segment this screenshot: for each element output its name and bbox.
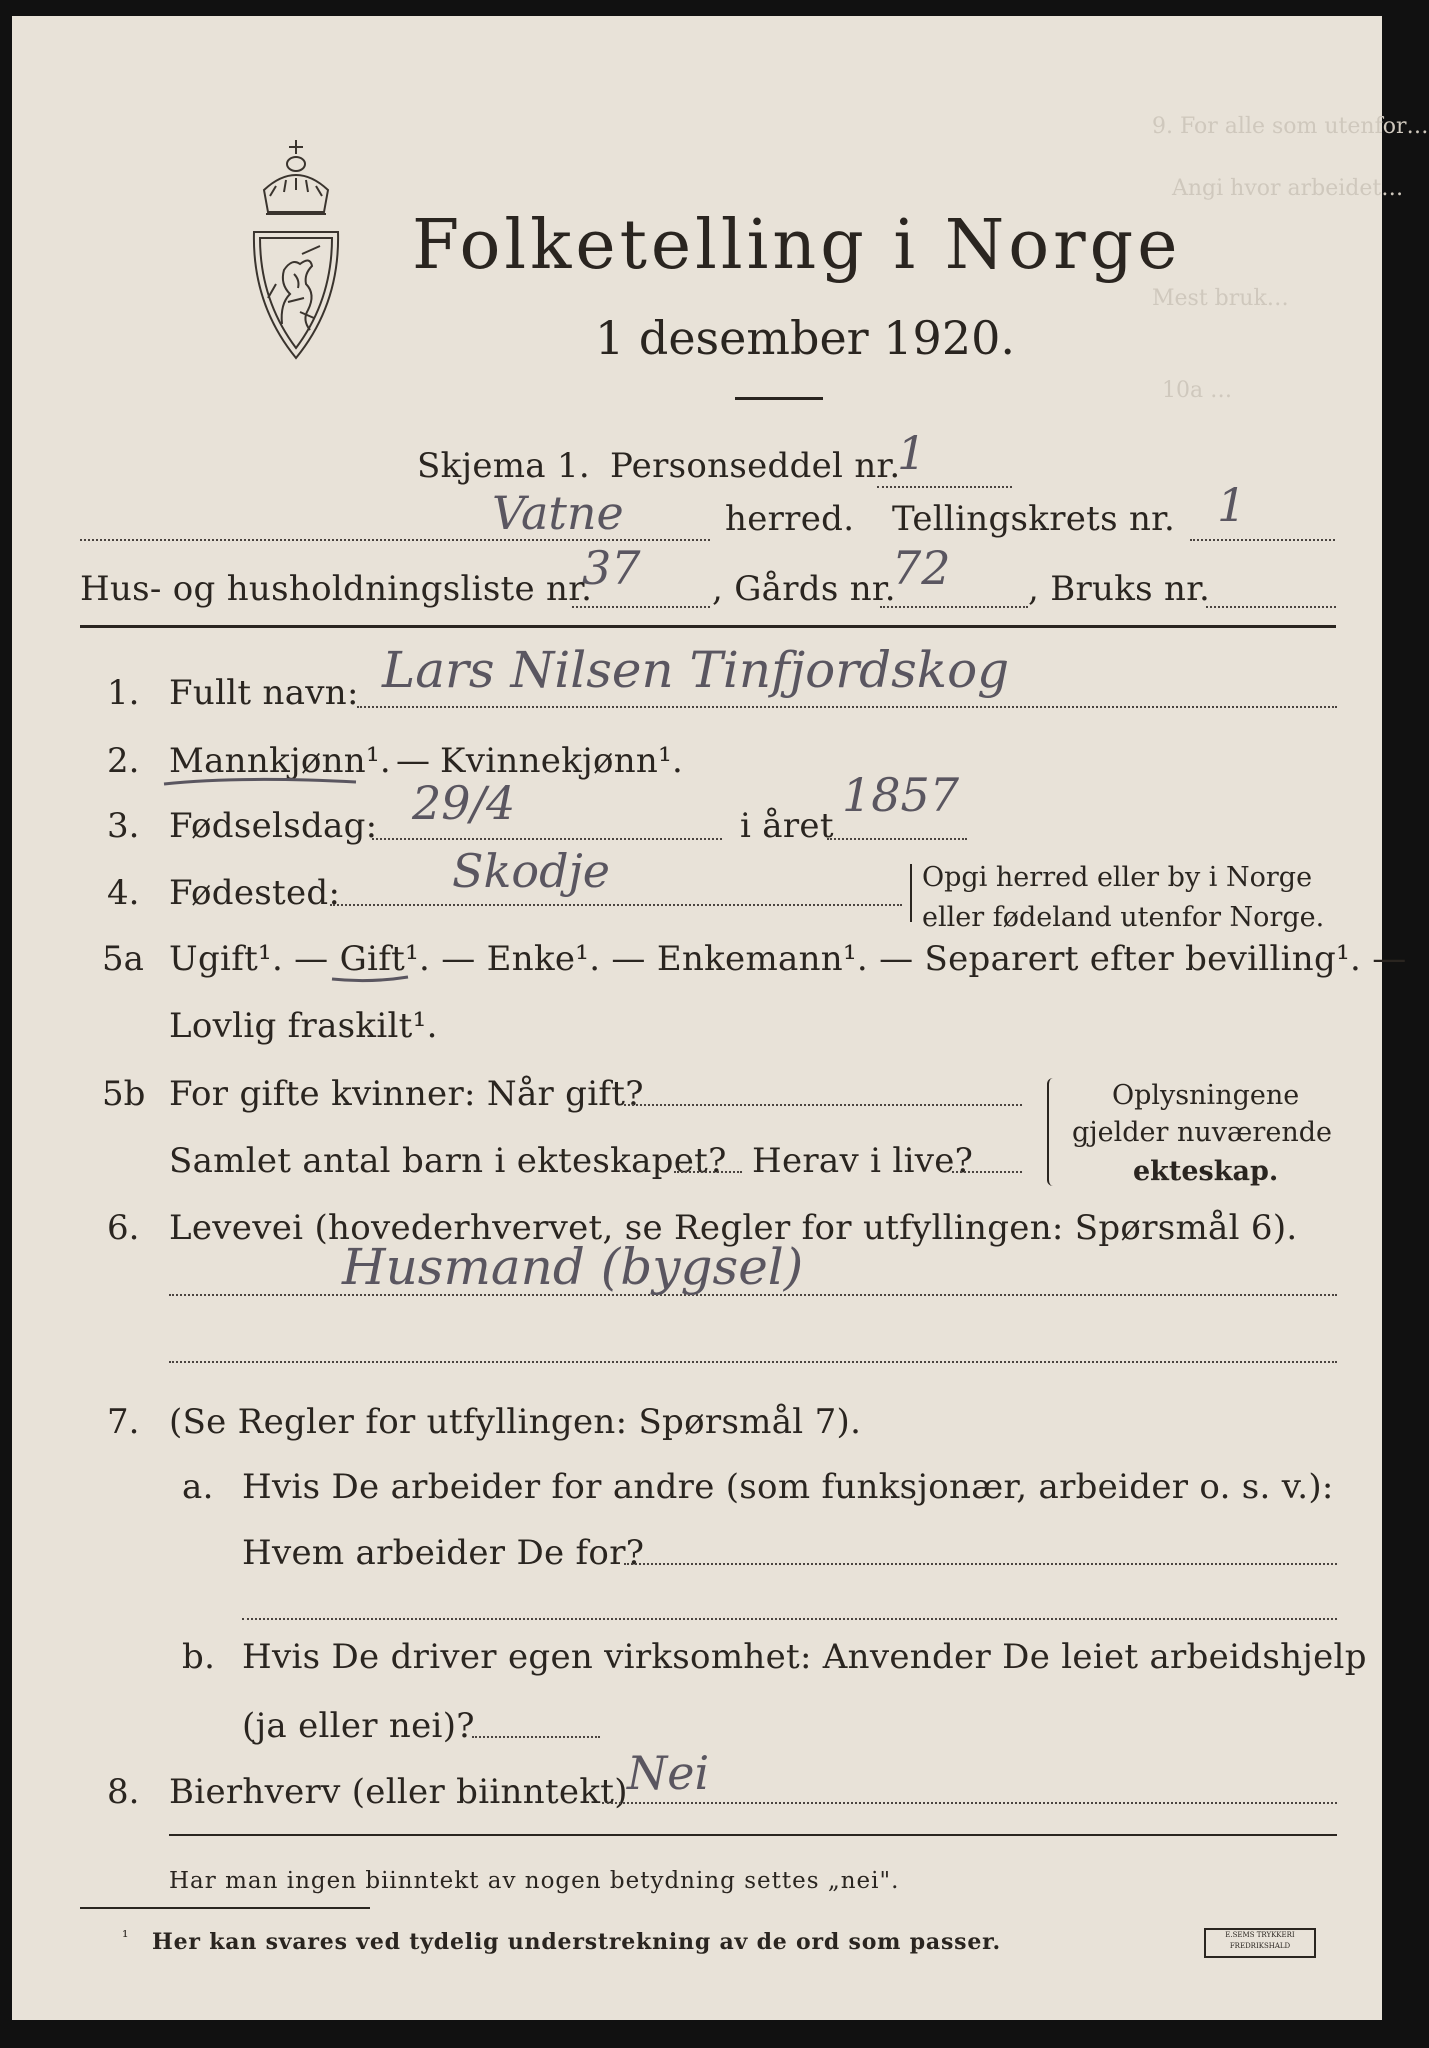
- underline-mark: [330, 971, 410, 987]
- q8-number: 8.: [107, 1772, 140, 1812]
- norway-coat-of-arms-icon: [240, 134, 352, 364]
- hus-label: Hus- og husholdningsliste nr.: [80, 569, 593, 609]
- q4-number: 4.: [107, 873, 140, 913]
- herred-label: herred.: [725, 499, 855, 539]
- married-when-field[interactable]: [624, 1104, 1022, 1106]
- q7-label: (Se Regler for utfyllingen: Spørsmål 7).: [169, 1402, 862, 1442]
- hus-value: 37: [582, 541, 641, 595]
- married-note-3: ekteskap.: [1133, 1156, 1279, 1187]
- q3-label: Fødselsdag:: [169, 806, 378, 846]
- children-alive-field[interactable]: [952, 1171, 1022, 1173]
- underline-mark: [160, 774, 360, 792]
- bruks-label: , Bruks nr.: [1028, 569, 1211, 609]
- gards-label: , Gårds nr.: [712, 569, 896, 609]
- side-income-field[interactable]: [602, 1802, 1337, 1804]
- married-note-2: gjelder nuværende: [1072, 1117, 1332, 1148]
- children-alive-label: Herav i live?: [752, 1141, 974, 1181]
- male-option[interactable]: Mannkjønn¹.: [169, 741, 392, 781]
- occupation-label: Levevei (hovederhvervet, se Regler for utfyllingen: Spørsmål 6).: [169, 1208, 1298, 1248]
- q7a-question: Hvis De arbeider for andre (som funksjonær, arbeider o. s. v.):: [242, 1467, 1334, 1507]
- birthplace-field[interactable]: [330, 904, 902, 906]
- birth-year-field[interactable]: [827, 838, 967, 840]
- footnote-text: Her kan svares ved tydelig understrekning av de ord som passer.: [152, 1929, 1001, 1955]
- bleed-through-text: 9. For alle som utenfor…: [1152, 114, 1429, 139]
- children-count-label: Samlet antal barn i ekteskapet?: [169, 1141, 727, 1181]
- married-note-1: Oplysningene: [1112, 1080, 1300, 1111]
- full-name-field[interactable]: [357, 706, 1337, 708]
- year-label: i året: [740, 806, 834, 846]
- side-income-value: Nei: [627, 1746, 710, 1800]
- marital-status-divorced[interactable]: Lovlig fraskilt¹.: [169, 1006, 438, 1046]
- schema-label: Skjema 1.: [417, 446, 591, 486]
- hired-help-label: (ja eller nei)?: [242, 1706, 475, 1746]
- tellingskrets-field[interactable]: [1190, 539, 1335, 541]
- printer-stamp: E.SEMS TRYKKERI FREDRIKSHALD: [1204, 1928, 1316, 1958]
- occupation-field-2[interactable]: [169, 1361, 1337, 1363]
- bleed-through-text: Angi hvor arbeidet…: [1172, 176, 1404, 201]
- gards-value: 72: [892, 541, 951, 595]
- q1-number: 1.: [107, 673, 140, 713]
- bleed-through-text: Mest bruk…: [1152, 286, 1289, 311]
- bleed-through-text: 10a …: [1162, 378, 1233, 403]
- gards-field[interactable]: [880, 606, 1028, 608]
- herred-value: Vatne: [492, 486, 624, 540]
- personseddel-field[interactable]: [877, 486, 1012, 488]
- q1-label: Fullt navn:: [169, 673, 359, 713]
- side-income-note: Har man ingen biinntekt av nogen betydning settes „nei".: [169, 1868, 900, 1894]
- q7b-letter: b.: [182, 1637, 216, 1677]
- personseddel-value: 1: [897, 426, 927, 480]
- employer-field-2[interactable]: [242, 1618, 1337, 1620]
- census-form: [12, 16, 1429, 2020]
- female-option[interactable]: Kvinnekjønn¹.: [440, 741, 684, 781]
- birthplace-note-2: eller fødeland utenfor Norge.: [922, 902, 1325, 933]
- marital-status-options[interactable]: Ugift¹. — Gift¹. — Enke¹. — Enkemann¹. — Separert efter bevilling¹. —: [169, 939, 1407, 979]
- children-count-field[interactable]: [674, 1171, 742, 1173]
- occupation-value: Husmand (bygsel): [342, 1238, 804, 1296]
- q7b-question: Hvis De driver egen virksomhet: Anvender De leiet arbeidshjelp: [242, 1637, 1367, 1677]
- birthplace-value: Skodje: [452, 844, 611, 898]
- employer-label: Hvem arbeider De for?: [242, 1533, 645, 1573]
- tellingskrets-label: Tellingskrets nr.: [892, 499, 1176, 539]
- birthday-value: 29/4: [412, 776, 516, 830]
- birth-year-value: 1857: [842, 768, 960, 822]
- full-name-value: Lars Nilsen Tinfjordskog: [382, 641, 1010, 699]
- footnote-divider: [80, 1907, 370, 1909]
- q3-number: 3.: [107, 806, 140, 846]
- q6-number: 6.: [107, 1208, 140, 1248]
- q7-number: 7.: [107, 1402, 140, 1442]
- q2-number: 2.: [107, 741, 140, 781]
- employer-field[interactable]: [624, 1563, 1337, 1565]
- page-title: Folketelling i Norge: [412, 206, 1182, 285]
- q2-separator: —: [396, 741, 431, 781]
- married-when-label: For gifte kvinner: Når gift?: [169, 1074, 644, 1114]
- bracket: [910, 864, 918, 922]
- bruks-field[interactable]: [1206, 606, 1336, 608]
- side-income-label: Bierhverv (eller biinntekt): [169, 1772, 628, 1812]
- tellingskrets-value: 1: [1217, 478, 1247, 532]
- hus-field[interactable]: [572, 606, 710, 608]
- section-divider: [169, 1834, 1337, 1836]
- personseddel-label: Personseddel nr.: [610, 446, 901, 486]
- q4-label: Fødested:: [169, 873, 341, 913]
- title-divider: [735, 397, 823, 400]
- footnote-mark: ¹: [122, 1927, 129, 1946]
- q5b-number: 5b: [102, 1074, 146, 1114]
- bracket: [1047, 1078, 1057, 1186]
- q7a-letter: a.: [182, 1467, 214, 1507]
- birthplace-note-1: Opgi herred eller by i Norge: [922, 862, 1313, 893]
- census-date: 1 desember 1920.: [595, 311, 1015, 365]
- q5a-number: 5a: [102, 939, 144, 979]
- hired-help-field[interactable]: [472, 1736, 600, 1738]
- header-divider: [80, 625, 1336, 628]
- birthday-field[interactable]: [372, 838, 722, 840]
